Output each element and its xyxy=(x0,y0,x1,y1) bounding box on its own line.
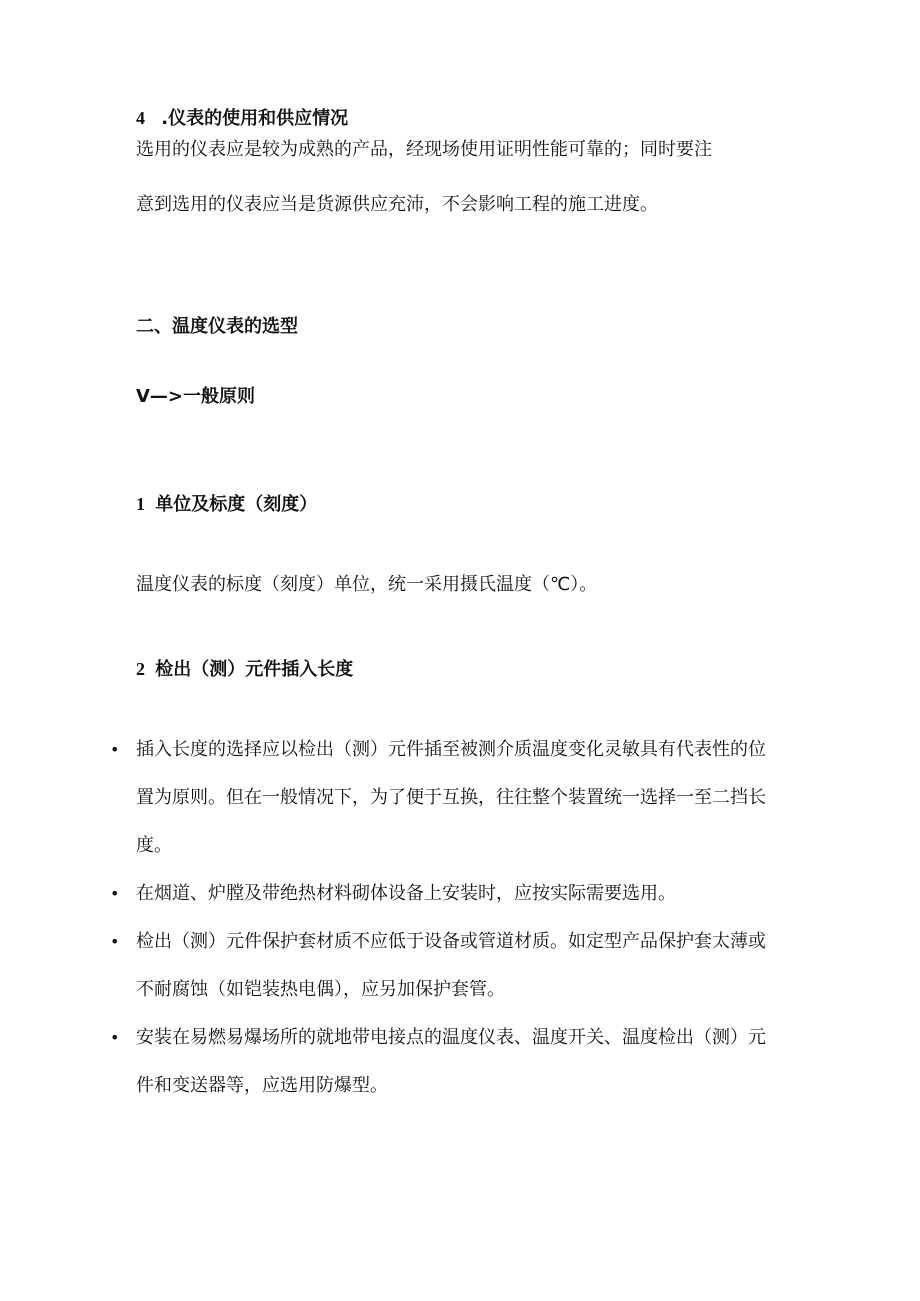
section4-number: 4 xyxy=(136,108,145,128)
bullet-1-line2: 置为原则。但在一般情况下，为了便于互换，往往整个装置统一选择一至二挡长 xyxy=(136,787,766,808)
bullet-3-line2: 不耐腐蚀（如铠装热电偶），应另加保护套管。 xyxy=(136,979,505,1000)
bullet-4-line1: 安装在易燃易爆场所的就地带电接点的温度仪表、温度开关、温度检出（测）元 xyxy=(136,1027,766,1048)
bullet-1-line1: 插入长度的选择应以检出（测）元件插至被测介质温度变化灵敏具有代表性的位 xyxy=(136,739,766,760)
bullet-1-marker: • xyxy=(110,740,120,759)
section4-text-line2: 意到选用的仪表应当是货源供应充沛，不会影响工程的施工进度。 xyxy=(136,194,658,215)
section4-text-line1: 选用的仪表应是较为成熟的产品，经现场使用证明性能可靠的；同时要注 xyxy=(136,139,712,160)
item2-title: 检出（测）元件插入长度 xyxy=(155,659,354,680)
item1-heading xyxy=(136,492,317,517)
chapter2-subtitle: V—>一般原则 xyxy=(136,386,256,407)
bullet-2-line1: 在烟道、炉膛及带绝热材料砌体设备上安装时，应按实际需要选用。 xyxy=(136,883,676,904)
section4-heading xyxy=(136,106,348,131)
item2-number: 2 xyxy=(136,659,145,679)
item2-heading xyxy=(136,657,353,682)
section4-title: .仪表的使用和供应情况 xyxy=(161,108,349,129)
bullet-2-marker: • xyxy=(110,884,120,903)
item1-title: 单位及标度（刻度） xyxy=(155,494,318,515)
item1-text: 温度仪表的标度（刻度）单位，统一采用摄氏温度（℃）。 xyxy=(136,574,598,595)
item1-number: 1 xyxy=(136,494,145,514)
chapter2-title: 二、温度仪表的选型 xyxy=(136,316,298,337)
bullet-4-marker: • xyxy=(110,1028,120,1047)
bullet-3-marker: • xyxy=(110,932,120,951)
bullet-3-line1: 检出（测）元件保护套材质不应低于设备或管道材质。如定型产品保护套太薄或 xyxy=(136,931,766,952)
bullet-1-line3: 度。 xyxy=(136,835,172,856)
bullet-4-line2: 件和变送器等，应选用防爆型。 xyxy=(136,1075,388,1096)
